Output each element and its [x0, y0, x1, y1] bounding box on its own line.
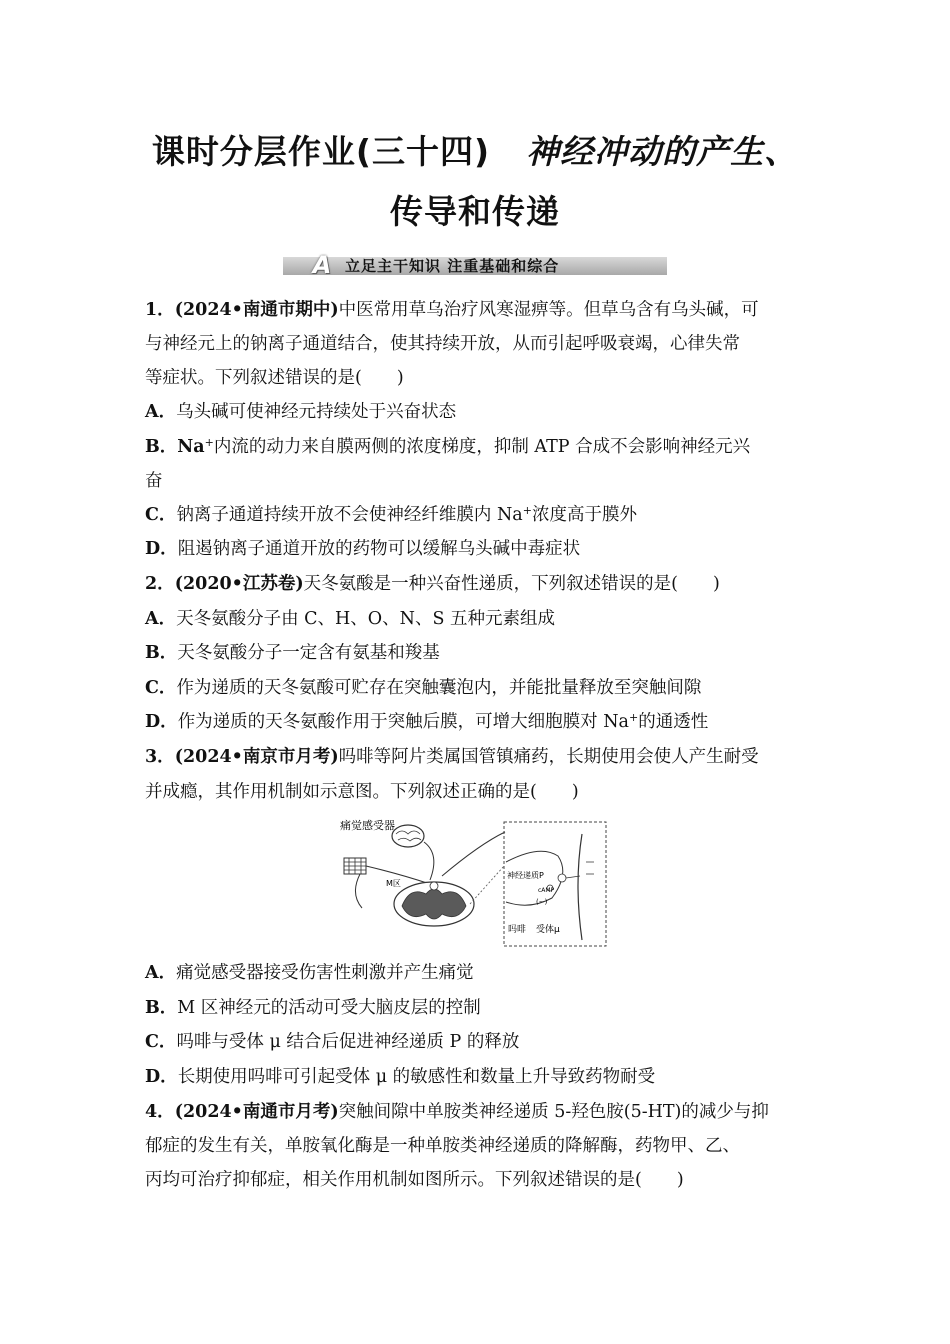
question-2-option-a: A．天冬氨酸分子由 C、H、O、N、S 五种元素组成: [145, 609, 556, 629]
question-4-stem-line-2: 郁症的发生有关，单胺氧化酶是一种单胺类神经递质的降解酶，药物甲、乙、: [145, 1136, 740, 1156]
spinal-cord-cross-section: [394, 882, 474, 926]
figure-label-m-zone: M区: [386, 879, 401, 888]
question-1-option-d: D．阻遏钠离子通道开放的药物可以缓解乌头碱中毒症状: [145, 539, 581, 559]
question-source: (2024•南通市期中): [174, 300, 339, 320]
question-3-option-b: B．M 区神经元的活动可受大脑皮层的控制: [145, 998, 481, 1018]
question-1-option-b-cont: 奋: [145, 471, 163, 491]
question-4-stem-line-1: 4．(2024•南通市月考)突触间隙中单胺类神经递质 5-羟色胺(5-HT)的减少与抑: [145, 1102, 769, 1122]
question-3-option-a: A．痛觉感受器接受伤害性刺激并产生痛觉: [145, 963, 474, 983]
banner-text: 立足主干知识 注重基础和综合: [345, 257, 560, 275]
question-source: (2020•江苏卷): [174, 574, 304, 594]
question-2-option-b: B．天冬氨酸分子一定含有氨基和羧基: [145, 643, 440, 663]
question-3-stem-line-1: 3．(2024•南京市月考)吗啡等阿片类属国管镇痛药，长期使用会使人产生耐受: [145, 747, 759, 767]
figure-label-transmitter: 神经递质P: [507, 871, 544, 880]
section-letter-badge: A: [312, 251, 332, 279]
figure-label-receptor: 痛觉感受器: [340, 819, 395, 832]
figure-label-morphine: 吗啡: [508, 925, 527, 935]
question-source: (2024•南通市月考): [174, 1102, 339, 1122]
title-series: 课时分层作业(三十四): [151, 132, 491, 171]
morphine-mechanism-figure: [330, 814, 610, 950]
question-2-option-d: D．作为递质的天冬氨酸作用于突触后膜，可增大细胞膜对 Na+的通透性: [145, 711, 709, 732]
question-1-option-b: B．Na+内流的动力来自膜两侧的浓度梯度，抑制 ATP 合成不会影响神经元兴: [145, 436, 751, 457]
question-2-option-c: C．作为递质的天冬氨酸可贮存在突触囊泡内，并能批量释放至突触间隙: [145, 678, 702, 698]
skin-receptor-icon: [344, 858, 366, 874]
question-3-option-d: D．长期使用吗啡可引起受体 μ 的敏感性和数量上升导致药物耐受: [145, 1067, 656, 1087]
page-title-line-2: 传导和传递: [390, 192, 560, 231]
question-1-stem-line-1: 1．(2024•南通市期中)中医常用草乌治疗风寒湿痹等。但草乌含有乌头碱，可: [145, 300, 759, 320]
question-1-option-a: A．乌头碱可使神经元持续处于兴奋状态: [145, 402, 457, 422]
brain-icon: [392, 825, 424, 847]
question-source: (2024•南京市月考): [174, 747, 339, 767]
question-1-stem-line-2: 与神经元上的钠离子通道结合，使其持续开放，从而引起呼吸衰竭，心律失常: [145, 334, 740, 354]
question-1-stem-line-3: 等症状。下列叙述错误的是( ): [145, 368, 404, 388]
section-banner: [283, 252, 667, 278]
question-3-option-c: C．吗啡与受体 μ 结合后促进神经递质 P 的释放: [145, 1032, 520, 1052]
title-topic: 神经冲动的产生、: [526, 132, 799, 171]
figure-label-inhibit: (−): [536, 898, 548, 906]
question-2-stem-line-1: 2．(2020•江苏卷)天冬氨酸是一种兴奋性递质，下列叙述错误的是( ): [145, 574, 720, 594]
question-1-option-c: C．钠离子通道持续开放不会使神经纤维膜内 Na+浓度高于膜外: [145, 504, 637, 525]
figure-label-camp: cAMP: [538, 887, 555, 894]
page-title-line-1: [0, 126, 950, 173]
figure-label-receptor-mu: 受体μ: [536, 925, 560, 935]
question-3-stem-line-2: 并成瘾，其作用机制如示意图。下列叙述正确的是( ): [145, 782, 579, 802]
question-4-stem-line-3: 丙均可治疗抑郁症，相关作用机制如图所示。下列叙述错误的是( ): [145, 1170, 684, 1190]
